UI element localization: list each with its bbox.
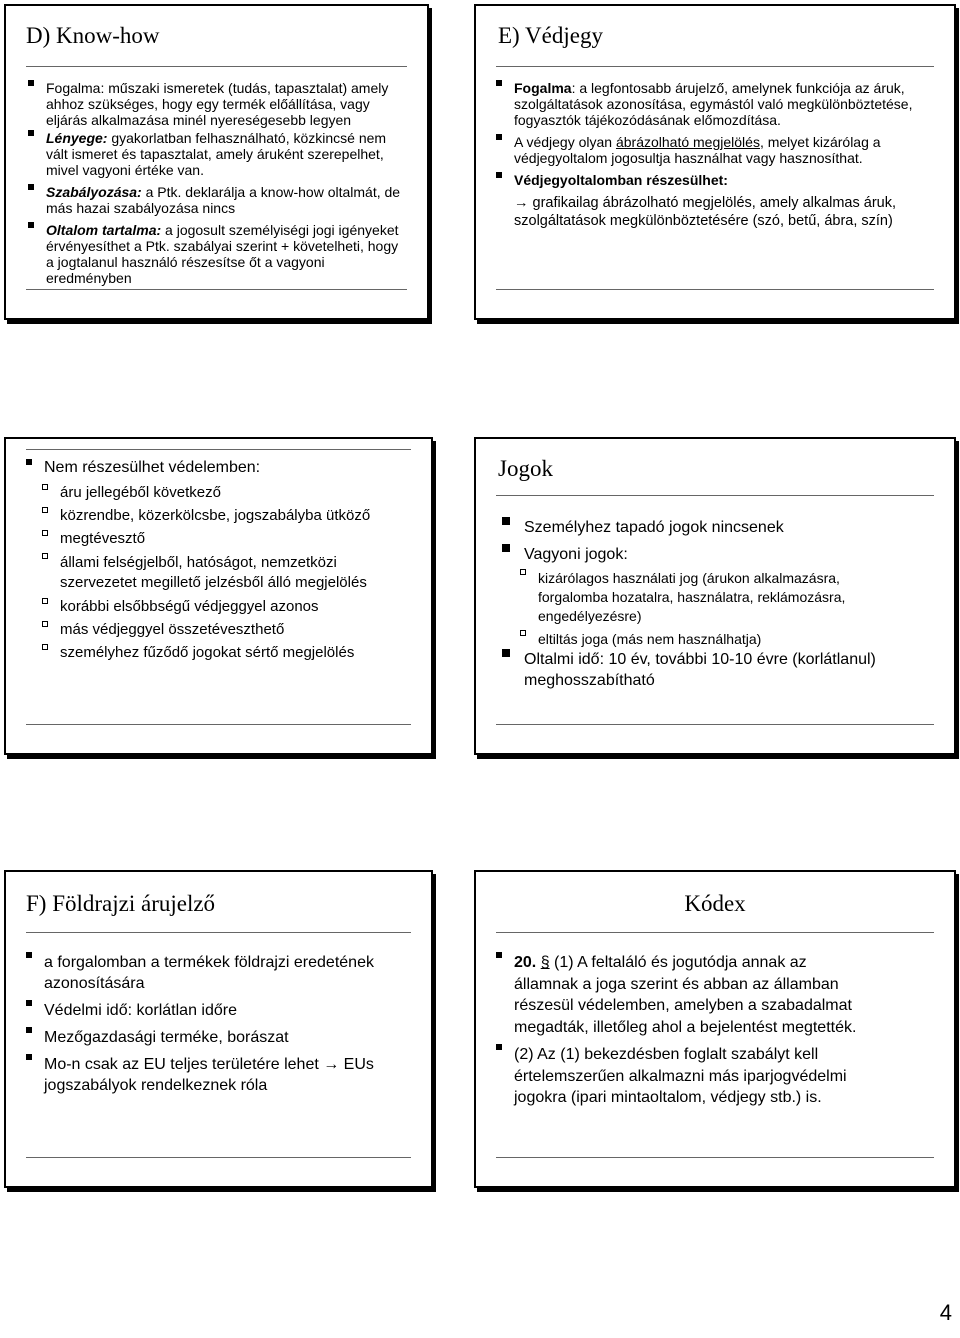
jogok-last <box>524 649 884 691</box>
slide-kodex <box>474 870 956 1188</box>
list-item: Lényege: gyakorlatban felhasználható, közkincsé nem vált ismeret és tapasztalat, amely áruként szerepelhet, mivel vagyoni értéke van. <box>46 130 407 178</box>
list-item: Fogalma: a legfontosabb árujelző, amelynek funkciója az áruk, szolgáltatások azonosítása, egymástól való megkülönböztetése, fogyasztók tájékozódásának előmozdítása. <box>514 80 940 128</box>
top-rule <box>26 449 411 450</box>
bottom-rule <box>496 1157 934 1158</box>
vedjegy-list <box>514 80 940 230</box>
exclusion-list <box>44 459 415 483</box>
list-item: állami felségjelből, hatóságot, nemzetközi szervezetet megillető jelzésből álló megjelölés <box>60 553 415 593</box>
list-item: Védjegyoltalomban részesülhet: <box>514 172 940 188</box>
slide-nem-reszesulhet <box>4 437 433 755</box>
list-item: kizárólagos használati jog (árukon alkalmazásra, forgalomba hozatalra, használatra, reklámozásra, engedélyezésre) <box>538 569 884 626</box>
bottom-rule <box>26 289 407 290</box>
page-number: 4 <box>939 1300 952 1325</box>
list-item: Mezőgazdasági terméke, borászat <box>44 1027 391 1048</box>
list-item: Vagyoni jogok: <box>524 544 940 565</box>
list-item: más védjeggyel összetéveszthető <box>60 621 415 639</box>
list-item: a forgalomban a termékek földrajzi eredetének azonosítására <box>44 952 391 994</box>
list-item: Személyhez tapadó jogok nincsenek <box>524 517 940 538</box>
list-item: (2) Az (1) bekezdésben foglalt szabályt kell értelemszerűen alkalmazni más iparjogvédelmi jogokra (ipari mintaoltalom, védjegy stb.) is. <box>514 1044 874 1109</box>
list-item: Mo-n csak az EU teljes területére lehet → EUs jogszabályok rendelkeznek róla <box>44 1054 391 1096</box>
kodex-list <box>514 952 874 1109</box>
list-item: Oltalmi idő: 10 év, további 10-10 évre (korlátlanul) meghosszabítható <box>524 649 884 691</box>
jogok-sublist <box>538 569 884 649</box>
title-rule <box>496 932 934 933</box>
title-rule <box>496 66 934 67</box>
know-how-list <box>46 80 407 286</box>
list-item: eltiltás joga (más nem használhatja) <box>538 630 884 649</box>
bottom-rule <box>26 1157 411 1158</box>
slide-title: E) Védjegy <box>498 23 603 48</box>
list-item: Oltalom tartalma: a jogosult személyiségi jogi igényeket érvényesíthet a Ptk. szabályai szerint + követelheti, hogy a jogtalanul használó részesítse őt a vagyoni eredményben <box>46 222 407 286</box>
title-rule <box>26 932 411 933</box>
slide-vedjegy <box>474 4 956 320</box>
bottom-rule <box>26 724 411 725</box>
bottom-rule <box>496 724 934 725</box>
list-item: 20. § (1) A feltaláló és jogutódja annak az államnak a joga szerint és abban az államban részesül védelemben, amelyben a szabadalmat megadták, illetőleg ahol a bejelentést megtették. <box>514 952 874 1038</box>
slide-title: Kódex <box>684 891 746 916</box>
bottom-rule <box>496 289 934 290</box>
list-item: áru jellegéből következő <box>60 484 415 502</box>
list-item: korábbi elsőbbségű védjeggyel azonos <box>60 598 415 616</box>
list-item: megtévesztő <box>60 530 415 548</box>
list-item: Fogalma: műszaki ismeretek (tudás, tapasztalat) amely ahhoz szükséges, hogy egy termék előállítása, vagy eljárás alkalmazása minél nyereségesebb legyen <box>46 80 407 128</box>
list-item: Szabályozása: a Ptk. deklarálja a know-how oltalmát, de más hazai szabályozása nincs <box>46 184 407 216</box>
list-continuation: → grafikailag ábrázolható megjelölés, amely alkalmas áruk, szolgáltatások megkülönböztetésére (szó, betű, ábra, szín) <box>514 195 897 229</box>
slide-title: Jogok <box>498 456 553 481</box>
slide-foldrajzi <box>4 870 433 1188</box>
list-item: személyhez fűződő jogokat sértő megjelölés <box>60 644 415 662</box>
title-rule <box>26 66 407 67</box>
jogok-list <box>524 517 940 569</box>
list-item: Védelmi idő: korlátlan időre <box>44 1000 391 1021</box>
exclusion-sublist <box>60 484 415 662</box>
foldrajzi-list <box>44 952 391 1096</box>
slide-know-how <box>4 4 429 320</box>
slide-title: F) Földrajzi árujelző <box>26 891 216 916</box>
list-item: közrendbe, közerkölcsbe, jogszabályba ütköző <box>60 507 415 525</box>
title-rule <box>496 495 934 496</box>
list-item: A védjegy olyan ábrázolható megjelölés, melyet kizárólag a védjegyoltalom jogosultja használhat vagy hasznosíthat. <box>514 134 940 166</box>
list-heading: Nem részesülhet védelemben: <box>44 459 415 477</box>
slide-jogok <box>474 437 956 755</box>
slide-title: D) Know-how <box>26 23 160 48</box>
